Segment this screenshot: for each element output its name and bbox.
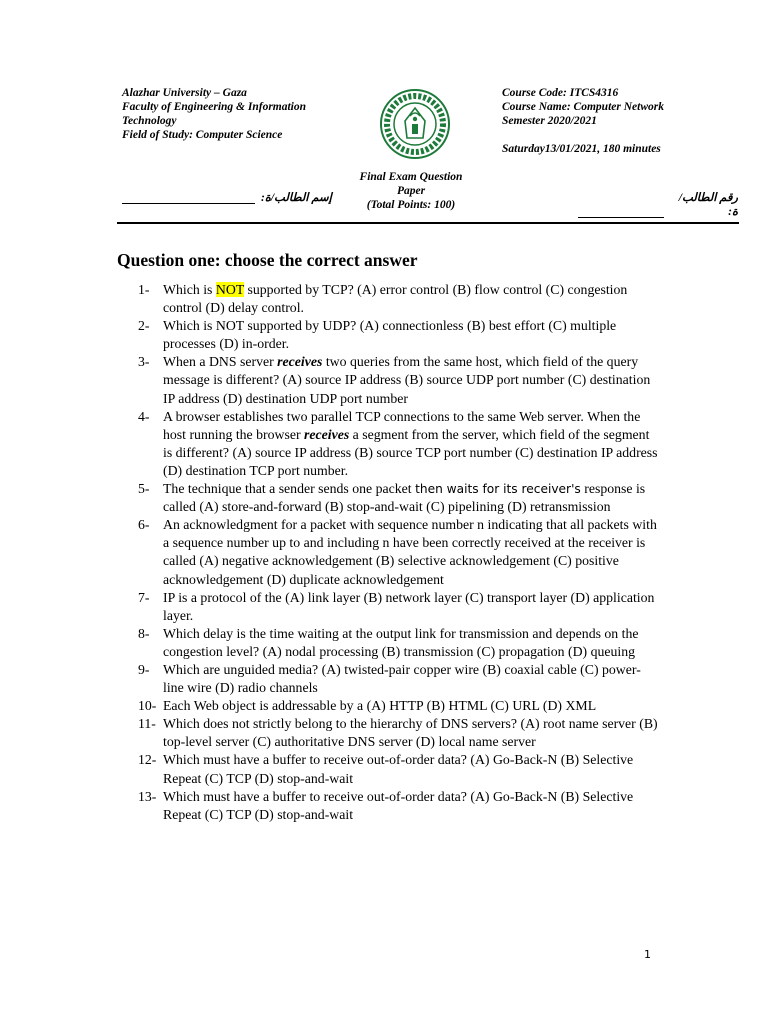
student-name-blank: [122, 191, 255, 204]
question-number: 6-: [138, 517, 150, 533]
question-number: 8-: [138, 625, 150, 641]
question-number: 4-: [138, 408, 150, 424]
exam-date: Saturday13/01/2021, 180 minutes: [502, 143, 661, 155]
total-points: (Total Points: 100): [366, 199, 456, 211]
question-7: [138, 589, 658, 625]
question-text: IP is a protocol of the (A) link layer (B) network layer (C) transport layer (D) application layer.: [163, 589, 655, 623]
question-text: Each Web object is addressable by a (A) HTTP (B) HTML (C) URL (D) XML: [163, 698, 597, 714]
question-text: Which does not strictly belong to the hierarchy of DNS servers? (A) root name server (B) top-level server (C) authoritative DNS server (D) local name server: [163, 716, 658, 750]
question-3: [138, 353, 658, 407]
question-number: 9-: [138, 661, 150, 677]
question-12: [138, 751, 658, 787]
question-list: [138, 281, 658, 824]
highlighted-word: NOT: [215, 282, 244, 297]
student-id-field: [578, 190, 738, 218]
question-5: [138, 480, 658, 516]
question-number: 7-: [138, 589, 150, 605]
question-number: 13-: [138, 788, 157, 804]
question-number: 10-: [138, 698, 157, 714]
emphasized-word: receives: [304, 426, 350, 442]
university-name: Alazhar University – Gaza: [122, 87, 247, 99]
question-number: 1-: [138, 282, 150, 297]
question-9: [138, 661, 658, 697]
question-number: 5-: [138, 481, 150, 497]
question-1: [138, 281, 658, 317]
question-number: 2-: [138, 318, 150, 334]
question-13: [138, 788, 658, 824]
semester: Semester 2020/2021: [502, 115, 597, 127]
question-6: [138, 516, 658, 588]
question-text: An acknowledgment for a packet with sequence number n indicating that all packets with a sequence number up to and including n have been correctly received at the receiver is called (A) negative acknowledgement (B) selective acknowledgement (C) positive acknowledgement (D) duplicate acknowledgement: [163, 517, 657, 587]
faculty-name-cont: Technology: [122, 115, 177, 127]
course-code: Course Code: ITCS4316: [502, 87, 619, 99]
university-logo: [377, 88, 453, 160]
question-number: 12-: [138, 752, 157, 768]
exam-title: [350, 170, 472, 212]
question-4: [138, 408, 658, 480]
question-text: response is called (A) store-and-forward (B) stop-and-wait (C) pipelining (D) retransmission: [163, 481, 646, 515]
question-number: 11-: [138, 716, 156, 732]
student-name-field: [122, 190, 348, 204]
field-of-study: Field of Study: Computer Science: [122, 129, 283, 141]
question-text: A browser establishes two parallel TCP connections to the same Web server. When the host running the browser: [163, 408, 641, 442]
page-number: 1: [644, 948, 651, 961]
question-text: supported by TCP? (A) error control (B) flow control (C) congestion control (D) delay control.: [163, 282, 628, 316]
course-info: [502, 86, 742, 156]
question-text: When a DNS server: [163, 354, 278, 370]
question-text: Which must have a buffer to receive out-of-order data? (A) Go-Back-N (B) Selective Repeat (C) TCP (D) stop-and-wait: [163, 788, 634, 822]
student-id-blank: [578, 205, 664, 218]
question-text: Which must have a buffer to receive out-of-order data? (A) Go-Back-N (B) Selective Repeat (C) TCP (D) stop-and-wait: [163, 752, 634, 786]
question-8: [138, 625, 658, 661]
header-divider: [117, 222, 739, 224]
section-title: Question one: choose the correct answer: [117, 250, 418, 270]
question-text: The technique that a sender sends one packet: [163, 481, 416, 497]
question-number: 3-: [138, 354, 150, 370]
course-name: Course Name: Computer Network: [502, 101, 664, 113]
question-2: [138, 317, 658, 353]
exam-title-line-2: Paper: [396, 185, 426, 197]
question-text: Which is NOT supported by UDP? (A) connectionless (B) best effort (C) multiple processes (D) in-order.: [163, 318, 617, 352]
student-name-label: إسم الطالب/ة:: [261, 192, 332, 204]
student-id-label: رقم الطالب/ة:: [678, 192, 738, 218]
question-text: a segment from the server, which field of the segment is different? (A) source IP address (B) source TCP port number (C) destination IP address (D) destination TCP port number.: [163, 426, 658, 478]
question-11: [138, 715, 658, 751]
question-text-sans: then waits for its receiver's: [415, 482, 581, 497]
faculty-name: Faculty of Engineering & Information: [122, 101, 307, 113]
university-info: [122, 86, 372, 142]
question-text: two queries from the same host, which field of the query message is different? (A) source IP address (B) source UDP port number (C) destination IP address (D) destination UDP port number: [163, 354, 651, 406]
question-text: Which are unguided media? (A) twisted-pair copper wire (B) coaxial cable (C) power-line wire (D) radio channels: [163, 661, 641, 696]
question-text: Which is: [163, 282, 216, 297]
question-text: Which delay is the time waiting at the output link for transmission and depends on the congestion level? (A) nodal processing (B) transmission (C) propagation (D) queuing: [163, 625, 639, 659]
emphasized-word: receives: [277, 354, 323, 370]
question-10: [138, 697, 658, 715]
exam-title-line-1: Final Exam Question: [359, 171, 463, 183]
